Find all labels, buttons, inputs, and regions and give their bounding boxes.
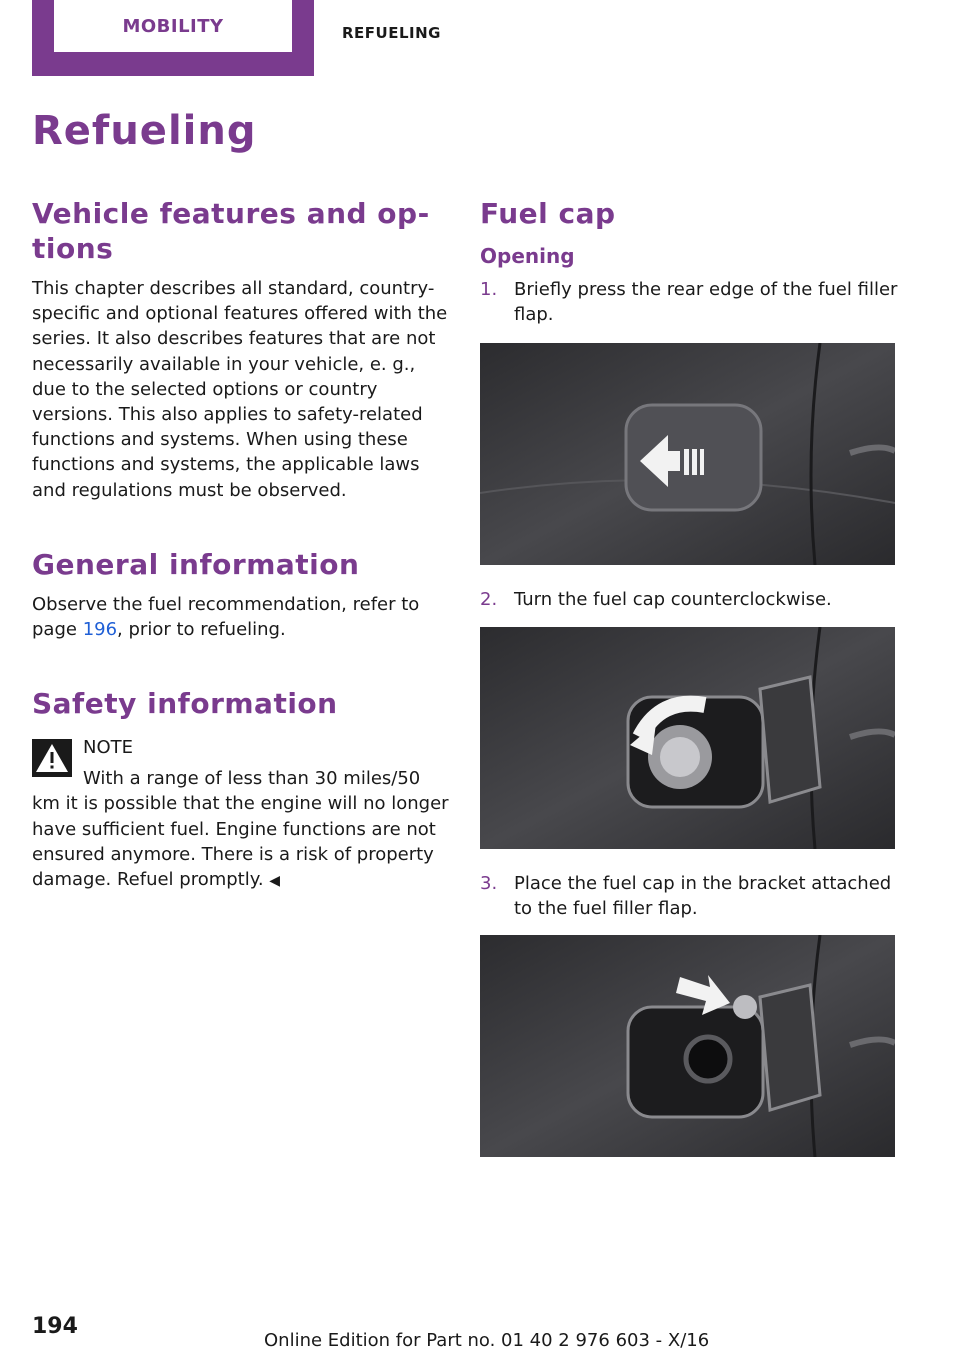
step-2 — [480, 587, 900, 612]
left-column — [32, 196, 450, 894]
vehicle-features-heading-line2: tions — [32, 232, 114, 265]
note-body: With a range of less than 30 miles/50 km it is possible that the engine will no longer have sufficient fuel. Engine functions are not ensured anymore. There is a risk of property damage. Refuel promptly. — [32, 768, 449, 891]
page-number: 194 — [32, 1314, 78, 1339]
warning-triangle-icon — [32, 739, 72, 777]
step-number: 2. — [480, 589, 498, 611]
vehicle-features-heading-line1: Vehicle features and op‐ — [32, 197, 430, 230]
step-text: Place the fuel cap in the bracket attached to the fuel filler flap. — [514, 872, 892, 919]
general-text-before: Observe the fuel recommendation, refer to page — [32, 593, 420, 641]
general-text-after: , prior to refueling. — [117, 619, 286, 641]
safety-information-heading: Safety information — [32, 687, 338, 721]
step-text: Briefly press the rear edge of the fuel filler flap. — [514, 279, 898, 326]
step-number: 1. — [480, 279, 498, 300]
fuel-flap-closed-image — [480, 343, 895, 565]
fuel-cap-heading: Fuel cap — [480, 197, 616, 230]
step-number: 3. — [480, 872, 498, 894]
end-mark-icon: ◀ — [269, 873, 281, 890]
vehicle-features-heading — [32, 196, 450, 266]
note-box — [32, 735, 450, 894]
fuel-cap-bracket-image — [480, 935, 895, 1157]
vehicle-features-text: This chapter describes all standard, country-specific and optional features offered with the series. It also describes features that are not necessarily available in your vehicle, e. g., due to the selected options or country versions. This also applies to safety-related functions and systems. When using these functions and systems, the applicable laws and regulations must be observed. — [32, 278, 448, 501]
step-3 — [480, 871, 900, 921]
chapter-tab[interactable] — [32, 0, 314, 76]
general-information-text — [32, 592, 450, 642]
page-title: Refueling — [32, 108, 257, 154]
section-tab-label: REFUELING — [342, 24, 441, 42]
opening-subheading: Opening — [480, 244, 575, 268]
note-text — [32, 766, 450, 894]
fuel-cap-turn-image — [480, 627, 895, 849]
page-reference-link[interactable]: 196 — [82, 619, 118, 641]
step-text: Turn the fuel cap counterclockwise. — [514, 589, 832, 611]
edition-footer: Online Edition for Part no. 01 40 2 976 603 - X/16 — [264, 1330, 710, 1351]
chapter-tab-label: MOBILITY — [54, 0, 292, 52]
step-1 — [480, 277, 900, 327]
right-column — [480, 196, 900, 1179]
general-information-heading: General information — [32, 547, 360, 581]
note-label: NOTE — [83, 737, 134, 759]
